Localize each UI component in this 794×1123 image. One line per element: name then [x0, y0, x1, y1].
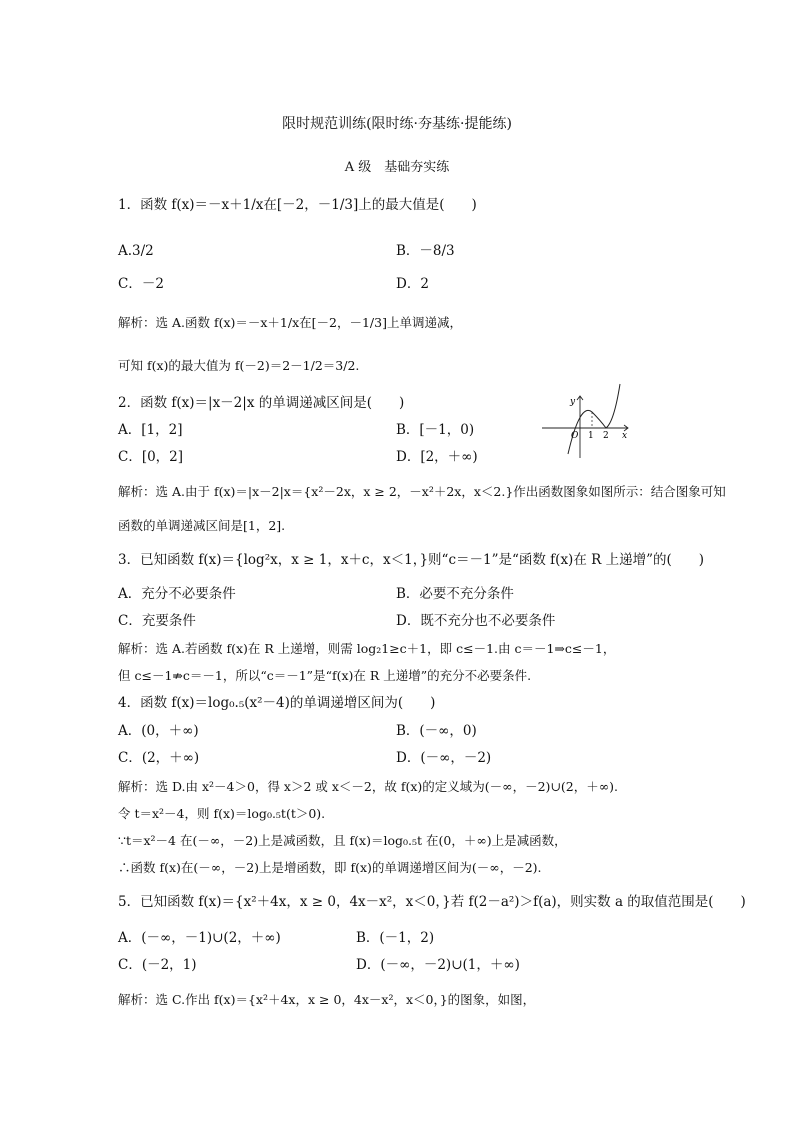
- q4-solution-line-4: ∴函数 f(x)在(－∞，－2)上是增函数，即 f(x)的单调递增区间为(－∞，－2).: [118, 860, 542, 875]
- q3-solution-line-1: 解析：选 A.若函数 f(x)在 R 上递增，则需 log₂1≥c＋1，即 c≤－1.由 c＝－1⇒c≤－1，: [118, 641, 616, 656]
- q5-option-d: D．(－∞，－2)∪(1，＋∞): [356, 957, 520, 973]
- graph-tick-1: 1: [588, 431, 594, 441]
- q3-option-a: A．充分不必要条件: [118, 586, 236, 602]
- q3-solution-line-2: 但 c≤－1⇏c＝－1，所以“c＝－1”是“f(x)在 R 上递增”的充分不必要条件.: [118, 668, 532, 683]
- graph-curve: [568, 384, 620, 454]
- q5-option-c: C．(－2，1): [118, 957, 197, 973]
- q2-option-b: B．[－1，0): [396, 422, 475, 438]
- q2-stem: 2．函数 f(x)＝|x－2|x 的单调递减区间是( ): [118, 395, 405, 411]
- q1-option-d: D．2: [396, 276, 429, 292]
- q2-option-c: C．[0，2]: [118, 449, 184, 465]
- q4-solution-line-2: 令 t＝x²－4，则 f(x)＝log₀.₅t(t＞0).: [118, 806, 326, 821]
- q4-option-b: B．(－∞，0): [396, 723, 477, 739]
- q4-option-a: A．(0，＋∞): [118, 723, 199, 739]
- q5-option-b: B．(－1，2): [356, 930, 435, 946]
- section-heading: A 级 基础夯实练: [344, 160, 450, 175]
- document-title: 限时规范训练(限时练·夯基练·提能练): [282, 116, 512, 132]
- graph-x-label: x: [622, 431, 628, 441]
- q3-option-c: C．充要条件: [118, 613, 196, 629]
- q3-option-b: B．必要不充分条件: [396, 586, 514, 602]
- q1-option-a: A.3/2: [118, 243, 154, 259]
- q1-stem: 1．函数 f(x)＝－x＋1/x在[－2，－1/3]上的最大值是( ): [118, 197, 477, 213]
- q5-stem: 5．已知函数 f(x)＝{x²＋4x，x ≥ 0，4x－x²，x＜0，}若 f(2－a²)＞f(a)，则实数 a 的取值范围是( ): [118, 894, 746, 910]
- q2-option-a: A．[1，2]: [118, 422, 183, 438]
- q2-solution-line-1: 解析：选 A.由于 f(x)＝|x－2|x＝{x²－2x，x ≥ 2，－x²＋2x，x＜2.}作出函数图象如图所示：结合图象可知: [118, 484, 726, 499]
- q4-solution-line-3: ∵t＝x²－4 在(－∞，－2)上是减函数，且 f(x)＝log₀.₅t 在(0，＋∞)上是减函数，: [118, 833, 567, 848]
- q3-stem: 3．已知函数 f(x)＝{log²x，x ≥ 1，x＋c，x＜1，}则“c＝－1”是“函数 f(x)在 R 上递增”的( ): [118, 552, 705, 568]
- graph-tick-2: 2: [603, 431, 609, 441]
- q4-solution-line-1: 解析：选 D.由 x²－4＞0，得 x＞2 或 x＜－2，故 f(x)的定义域为(－∞，－2)∪(2，＋∞).: [118, 779, 618, 794]
- q5-solution-line-1: 解析：选 C.作出 f(x)＝{x²＋4x，x ≥ 0，4x－x²，x＜0，}的图象，如图，: [118, 992, 536, 1007]
- graph-y-label: y: [570, 397, 576, 407]
- q1-solution-line-2: 可知 f(x)的最大值为 f(－2)＝2－1/2＝3/2.: [118, 358, 360, 373]
- q4-stem: 4．函数 f(x)＝log₀.₅(x²－4)的单调递增区间为( ): [118, 695, 436, 711]
- q2-solution-line-2: 函数的单调递减区间是[1，2].: [118, 518, 286, 533]
- graph-origin-label: O: [571, 431, 579, 441]
- q1-option-b: B．－8/3: [396, 243, 455, 259]
- q5-option-a: A．(－∞，－1)∪(2，＋∞): [118, 930, 281, 946]
- q4-option-d: D．(－∞，－2): [396, 750, 492, 766]
- q1-solution-line-1: 解析：选 A.函数 f(x)＝－x＋1/x在[－2，－1/3]上单调递减，: [118, 315, 462, 330]
- q4-option-c: C．(2，＋∞): [118, 750, 200, 766]
- q2-function-graph: [540, 382, 632, 462]
- q2-option-d: D．[2，＋∞): [396, 449, 478, 465]
- q1-option-c: C．－2: [118, 276, 164, 292]
- q3-option-d: D．既不充分也不必要条件: [396, 613, 556, 629]
